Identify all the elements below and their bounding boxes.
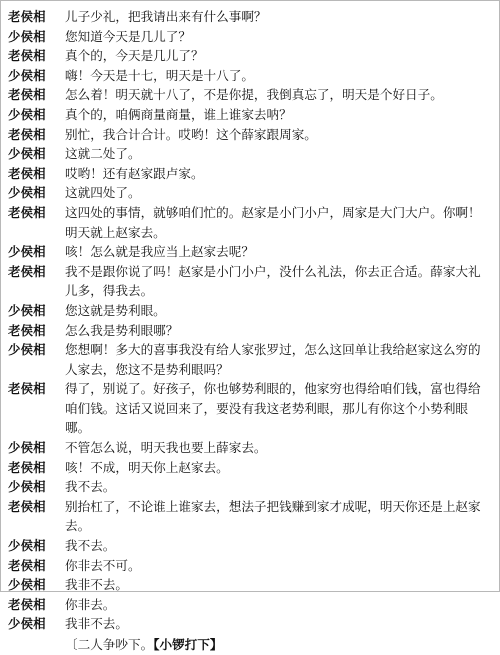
speaker-name: 老侯相: [8, 165, 46, 181]
speaker-name: 少侯相: [8, 28, 46, 44]
dialogue-line: [8, 183, 493, 203]
line-text: 这就二处了。: [65, 146, 141, 162]
stage-direction-text: 〔二人争吵下。: [65, 637, 154, 652]
speaker-name: 老侯相: [8, 126, 46, 142]
line-text: 哎哟！还有赵家跟卢家。: [65, 165, 204, 181]
line-text: 我非不去。: [65, 616, 128, 632]
line-text: 儿子少礼，把我请出来有什么事啊？: [65, 9, 267, 24]
dialogue-line: [8, 242, 493, 262]
dialogue-line: [8, 536, 493, 556]
speaker-name: 老侯相: [8, 557, 46, 573]
dialogue-line: [8, 66, 493, 86]
speaker-name: 少侯相: [8, 440, 46, 456]
speaker-name: 老侯相: [8, 596, 46, 612]
dialogue-line: [8, 301, 493, 321]
speaker-name: 少侯相: [8, 302, 46, 318]
speaker-name: 老侯相: [8, 48, 46, 64]
line-text: 你非去。: [65, 596, 116, 612]
line-text: 您这就是势利眼。: [65, 302, 166, 318]
dialogue-line: [8, 595, 493, 615]
line-text: 真个的，咱俩商量商量，谁上谁家去呐？: [65, 106, 292, 122]
line-text: 您想啊！多大的喜事我没有给人家张罗过，怎么这回单让我给赵家这么穷的人家去，您这不是势利眼吗？: [65, 342, 481, 377]
line-text: 我不去。: [65, 479, 116, 495]
speaker-name: 少侯相: [8, 538, 46, 554]
dialogue-line: [8, 7, 493, 27]
stage-direction: [8, 634, 493, 655]
speaker-name: 老侯相: [8, 204, 46, 220]
line-text: 怎么着！明天就十八了，不是你提，我倒真忘了，明天是个好日子。: [65, 87, 443, 103]
line-text: 嗨！今天是十七，明天是十八了。: [65, 67, 254, 83]
line-text: 真个的，今天是几儿了？: [65, 48, 204, 64]
line-text: 别忙，我合计合计。哎哟！这个薛家跟周家。: [65, 126, 317, 142]
dialogue-line: [8, 458, 493, 478]
dialogue-line: [8, 105, 493, 125]
line-text: 别抬杠了，不论谁上谁家去，想法子把钱赚到家才成呢，明天你还是上赵家去。: [65, 498, 481, 534]
speaker-name: 少侯相: [8, 616, 46, 632]
speaker-name: 少侯相: [8, 67, 46, 83]
line-text: 怎么我是势利眼哪？: [65, 322, 179, 338]
dialogue-line: [8, 262, 493, 301]
dialogue-line: [8, 144, 493, 164]
line-text: 这四处的事情，就够咱们忙的。赵家是小门小户，周家是大门大户。你啊！明天就上赵家去。: [65, 204, 481, 240]
dialogue-line: [8, 321, 493, 341]
dialogue-line: [8, 379, 493, 438]
dialogue-list: [8, 7, 493, 634]
dialogue-line: [8, 203, 493, 242]
speaker-name: 少侯相: [8, 244, 46, 260]
speaker-name: 少侯相: [8, 146, 46, 162]
dialogue-line: [8, 477, 493, 497]
dialogue-line: [8, 164, 493, 184]
line-text: 这就四处了。: [65, 185, 141, 201]
speaker-name: 老侯相: [8, 381, 46, 397]
line-text: 不管怎么说，明天我也要上薛家去。: [65, 440, 267, 456]
speaker-name: 老侯相: [8, 459, 46, 475]
dialogue-line: [8, 556, 493, 576]
line-text: 我不去。: [65, 538, 116, 554]
dialogue-line: [8, 27, 493, 47]
dialogue-line: [8, 340, 493, 379]
speaker-name: 少侯相: [8, 342, 46, 358]
dialogue-line: [8, 85, 493, 105]
dialogue-line: [8, 438, 493, 458]
speaker-name: 老侯相: [8, 322, 46, 338]
dialogue-line: [8, 614, 493, 634]
dialogue-line: [8, 46, 493, 66]
speaker-name: 少侯相: [8, 185, 46, 201]
speaker-name: 老侯相: [8, 498, 46, 514]
speaker-name: 老侯相: [8, 9, 46, 24]
stage-direction-cue: 【小锣打下】: [153, 637, 223, 652]
line-text: 得了，别说了。好孩子，你也够势利眼的，他家穷也得给咱们钱，富也得给咱们钱。这话又说回来了，要没有我这老势利眼，那儿有你这个小势利眼哪。: [65, 381, 481, 436]
line-text: 我非不去。: [65, 577, 128, 593]
speaker-name: 少侯相: [8, 106, 46, 122]
dialogue-line: [8, 497, 493, 536]
line-text: 您知道今天是几儿了？: [65, 28, 191, 44]
line-text: 我不是跟你说了吗！赵家是小门小户，没什么礼法，你去正合适。薛家大礼儿多，得我去。: [65, 263, 481, 299]
dialogue-line: [8, 125, 493, 145]
speaker-name: 老侯相: [8, 87, 46, 103]
line-text: 咳！不成，明天你上赵家去。: [65, 459, 229, 475]
line-text: 你非去不可。: [65, 557, 141, 573]
speaker-name: 少侯相: [8, 577, 46, 593]
speaker-name: 少侯相: [8, 479, 46, 495]
line-text: 咳！怎么就是我应当上赵家去呢？: [65, 244, 254, 260]
speaker-name: 老侯相: [8, 263, 46, 279]
